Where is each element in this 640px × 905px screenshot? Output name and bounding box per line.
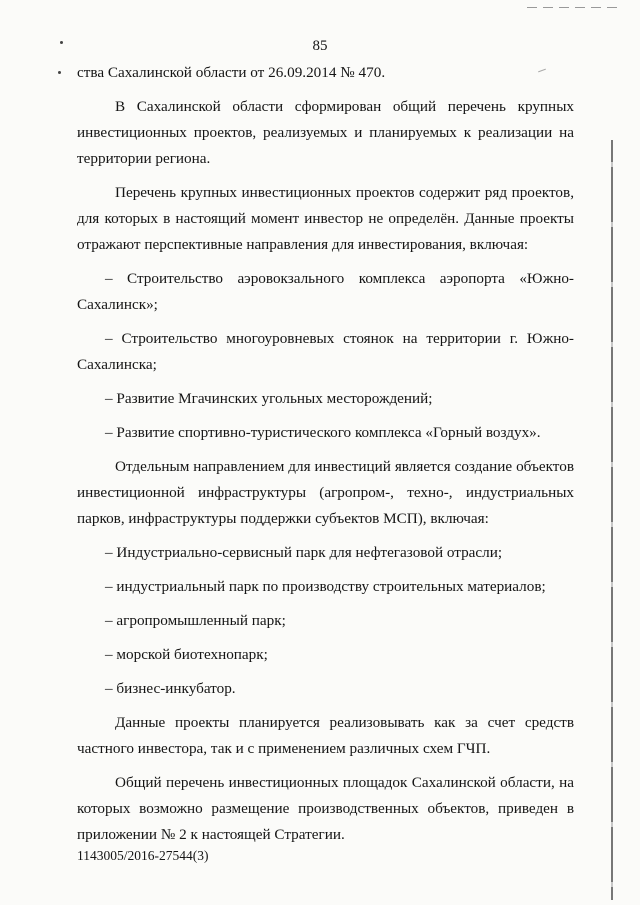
paragraph: Данные проекты планируется реализовывать как за счет средств частного инвестора, так и с применением различных схем ГЧП. [77,714,574,757]
list-item: – Индустриально-сервисный парк для нефтегазовой отрасли; [105,544,503,561]
list-item: – Строительство аэровокзального комплекса аэропорта «Южно-Сахалинск»; [77,270,574,313]
list-item: – Развитие Мгачинских угольных месторождений; [105,390,433,407]
list-item: – бизнес-инкубатор. [105,680,236,697]
list-item: – индустриальный парк по производству строительных материалов; [105,578,546,595]
paragraph: Общий перечень инвестиционных площадок Сахалинской области, на которых возможно размещение производственных объектов, приведен в приложении № 2 к настоящей Стратегии. [77,774,574,843]
list-item: – морской биотехнопарк; [105,646,268,663]
list-item: – агропромышленный парк; [105,612,286,629]
scan-speck [58,71,61,74]
page-number: 85 [312,38,328,54]
paragraph: Перечень крупных инвестиционных проектов содержит ряд проектов, для которых в настоящий момент инвестор не определён. Данные проекты отражают перспективные направления для инвестирования, включая: [77,184,574,253]
document-body [77,60,574,856]
paragraph: Отдельным направлением для инвестиций является создание объектов инвестиционной инфраструктуры (агропром-, техно-, индустриальных парков, инфраструктуры поддержки субъектов МСП), включая: [77,458,574,527]
list-item: – Строительство многоуровневых стоянок на территории г. Южно-Сахалинска; [77,330,574,373]
paragraph-continuation: ства Сахалинской области от 26.09.2014 № 470. [77,64,386,81]
paragraph: В Сахалинской области сформирован общий перечень крупных инвестиционных проектов, реализуемых и планируемых к реализации на территории региона. [77,98,574,167]
scan-dash-mark [527,7,622,8]
scan-binding-edge [611,140,613,900]
list-item: – Развитие спортивно-туристического комплекса «Горный воздух». [105,424,541,441]
document-registration-code: 1143005/2016-27544(3) [77,848,209,863]
